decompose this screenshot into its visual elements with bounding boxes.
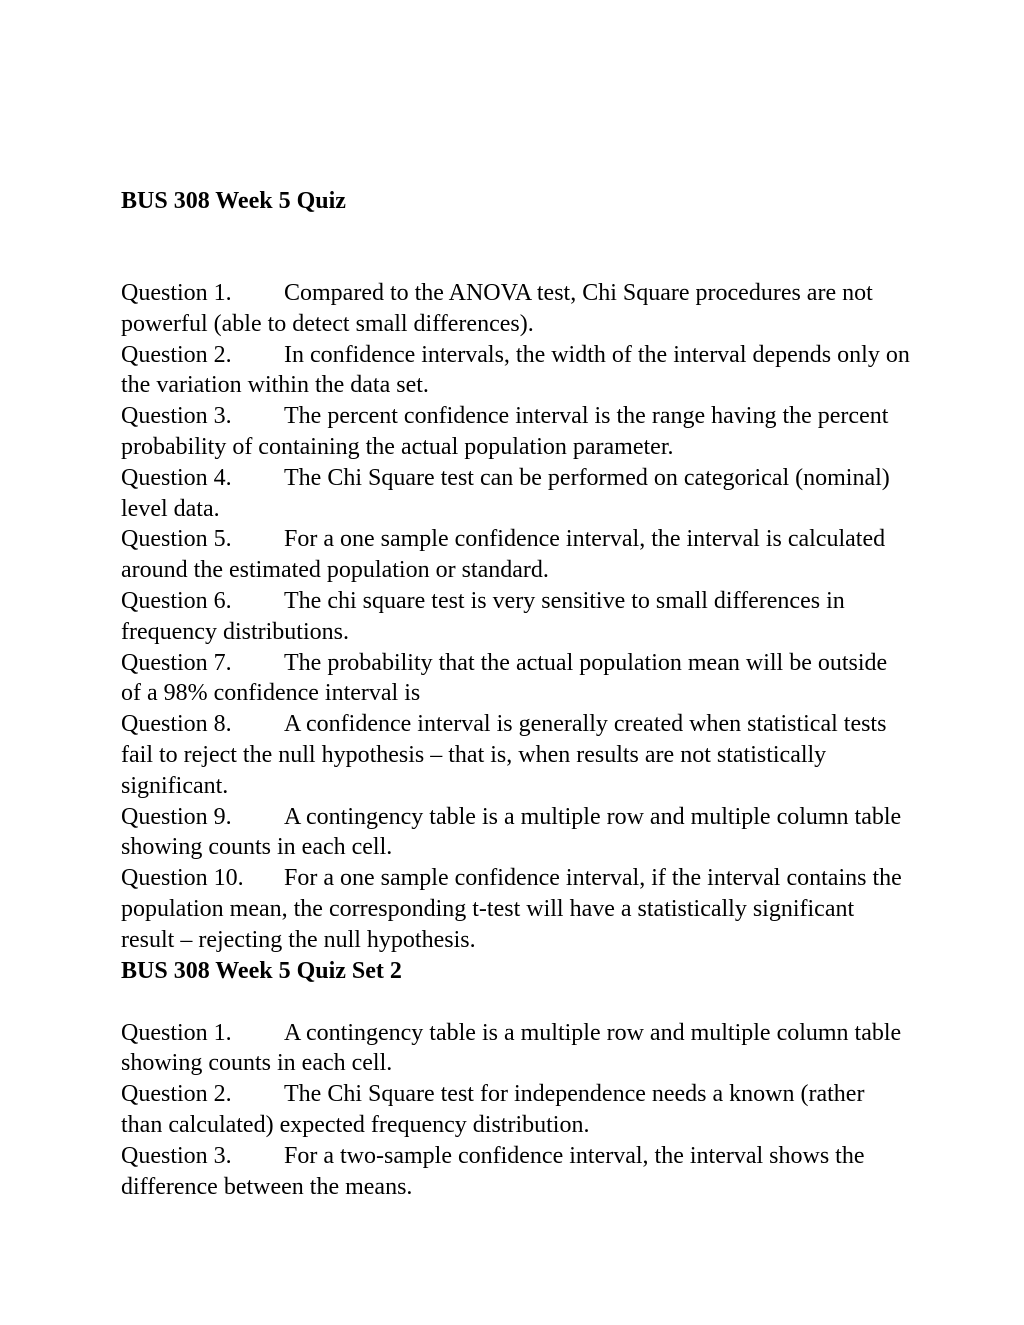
question-label: Question 7. bbox=[121, 649, 232, 676]
question-label: Question 6. bbox=[121, 587, 232, 614]
question-text: A confidence interval is generally created when statistical tests fail to reject the null hypothesis – that is, when results are not statistically significant. bbox=[121, 711, 887, 799]
quiz1-question-2 bbox=[121, 340, 911, 402]
quiz1-question-4 bbox=[121, 463, 911, 525]
quiz1-question-8 bbox=[121, 709, 911, 801]
question-label: Question 2. bbox=[121, 341, 232, 368]
quiz1-question-5 bbox=[121, 524, 911, 586]
question-label: Question 3. bbox=[121, 403, 232, 430]
question-label: Question 10. bbox=[121, 865, 244, 892]
question-text: In confidence intervals, the width of the interval depends only on the variation within the data set. bbox=[121, 341, 910, 399]
question-text: The probability that the actual population mean will be outside of a 98% confidence interval is bbox=[121, 649, 888, 707]
question-text: Compared to the ANOVA test, Chi Square procedures are not powerful (able to detect small differences). bbox=[121, 280, 873, 337]
spacer bbox=[121, 987, 911, 1018]
question-label: Question 5. bbox=[121, 526, 232, 553]
quiz2-question-2 bbox=[121, 1079, 911, 1141]
question-text: The Chi Square test for independence needs a known (rather than calculated) expected frequency distribution. bbox=[121, 1081, 865, 1138]
question-text: For a two-sample confidence interval, the interval shows the difference between the means. bbox=[121, 1142, 865, 1200]
document-page bbox=[121, 186, 911, 1202]
question-text: For a one sample confidence interval, the interval is calculated around the estimated population or standard. bbox=[121, 526, 886, 584]
question-label: Question 9. bbox=[121, 803, 232, 830]
question-text: The Chi Square test can be performed on categorical (nominal) level data. bbox=[121, 464, 890, 522]
quiz2-title: BUS 308 Week 5 Quiz Set 2 bbox=[121, 957, 402, 984]
question-label: Question 4. bbox=[121, 464, 232, 491]
question-label: Question 1. bbox=[121, 280, 232, 306]
question-label: Question 8. bbox=[121, 711, 232, 738]
question-text: A contingency table is a multiple row and multiple column table showing counts in each cell. bbox=[121, 803, 902, 861]
question-text: For a one sample confidence interval, if the interval contains the population mean, the corresponding t-test will have a statistically significant result – rejecting the null hypothesis. bbox=[121, 865, 902, 953]
quiz1-question-9 bbox=[121, 802, 911, 864]
question-text: The chi square test is very sensitive to small differences in frequency distributions. bbox=[121, 587, 845, 645]
question-label: Question 3. bbox=[121, 1142, 232, 1169]
question-label: Question 2. bbox=[121, 1081, 232, 1108]
question-text: A contingency table is a multiple row and multiple column table showing counts in each cell. bbox=[121, 1019, 902, 1077]
quiz1-question-7 bbox=[121, 648, 911, 710]
quiz1-title: BUS 308 Week 5 Quiz bbox=[121, 188, 346, 214]
quiz2-question-1 bbox=[121, 1018, 911, 1080]
question-label: Question 1. bbox=[121, 1019, 232, 1046]
spacer bbox=[121, 217, 911, 278]
quiz1-question-3 bbox=[121, 401, 911, 463]
quiz2-question-3 bbox=[121, 1141, 911, 1203]
quiz1-question-1 bbox=[121, 278, 911, 340]
question-text: The percent confidence interval is the range having the percent probability of containing the actual population parameter. bbox=[121, 403, 889, 460]
quiz1-question-10 bbox=[121, 863, 911, 955]
quiz1-question-6 bbox=[121, 586, 911, 648]
